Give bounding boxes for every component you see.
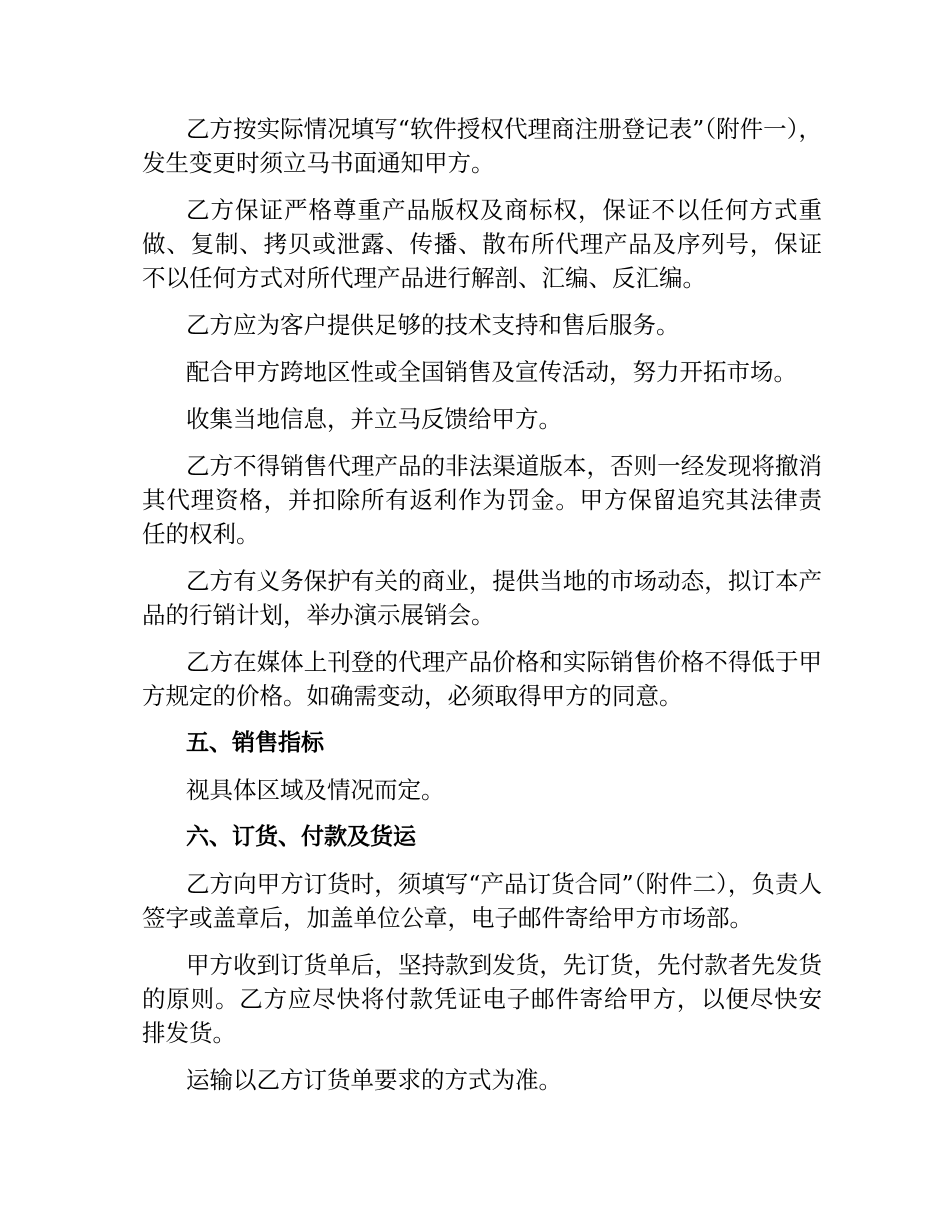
paragraph-sales-targets: 视具体区域及情况而定。: [186, 776, 445, 804]
paragraph-copyright-protection: 乙方保证严格尊重产品版权及商标权，保证不以任何方式重做、复制、拷贝或泄露、传播、散布所代理产品及序列号，保证不以任何方式对所代理产品进行解剖、汇编、反汇编。: [142, 196, 822, 292]
section-heading-ordering-payment-shipping: 六、订货、付款及货运: [186, 824, 416, 850]
paragraph-local-information: 收集当地信息，并立马反馈给甲方。: [186, 405, 562, 433]
section-heading-sales-targets: 五、销售指标: [186, 730, 324, 756]
document-page: [142, 112, 822, 1110]
paragraph-shipping-method: 运输以乙方订货单要求的方式为准。: [186, 1066, 562, 1094]
paragraph-registration-form: 乙方按实际情况填写“软件授权代理商注册登记表”（附件一），发生变更时须立马书面通知甲方。: [142, 115, 822, 177]
paragraph-technical-support: 乙方应为客户提供足够的技术支持和售后服务。: [186, 311, 680, 339]
paragraph-pricing: 乙方在媒体上刊登的代理产品价格和实际销售价格不得低于甲方规定的价格。如确需变动，必须取得甲方的同意。: [142, 648, 822, 710]
paragraph-market-dynamics: 乙方有义务保护有关的商业，提供当地的市场动态，拟订本产品的行销计划，举办演示展销会。: [142, 567, 822, 629]
paragraph-order-contract: 乙方向甲方订货时，须填写“产品订货合同”（附件二），负责人签字或盖章后，加盖单位公章，电子邮件寄给甲方市场部。: [142, 870, 822, 932]
paragraph-illegal-versions: 乙方不得销售代理产品的非法渠道版本，否则一经发现将撤消其代理资格，并扣除所有返利作为罚金。甲方保留追究其法律责任的权利。: [142, 452, 822, 548]
paragraph-sales-promotion: 配合甲方跨地区性或全国销售及宣传活动，努力开拓市场。: [186, 358, 797, 386]
paragraph-payment-terms: 甲方收到订货单后，坚持款到发货，先订货，先付款者先发货的原则。乙方应尽快将付款凭证电子邮件寄给甲方，以便尽快安排发货。: [142, 951, 822, 1047]
